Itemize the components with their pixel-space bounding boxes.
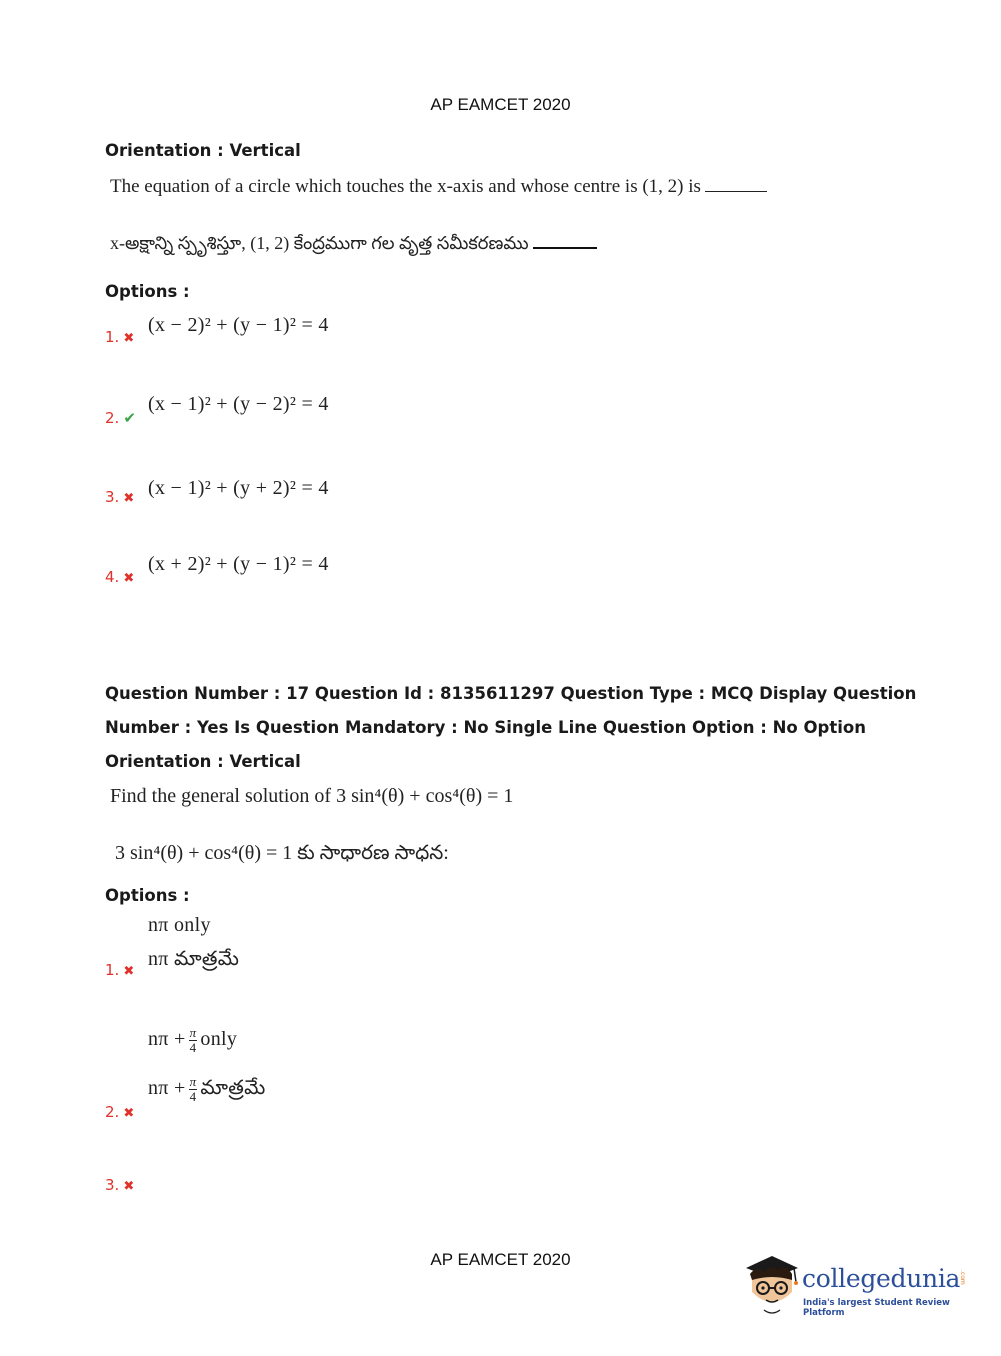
option-number: 3. ✖ xyxy=(105,488,135,506)
answer-blank xyxy=(705,191,767,192)
option-number: 2. ✔ xyxy=(105,409,136,427)
fraction: $\frac{\pi}{4}$ xyxy=(189,1074,197,1104)
checkmark-icon: ✔ xyxy=(123,409,136,427)
collegedunia-logo xyxy=(742,1248,972,1318)
question-text-english xyxy=(110,176,767,198)
question-text-telugu xyxy=(110,233,597,258)
option-number: 2. ✖ xyxy=(105,1103,135,1121)
orientation-label: Orientation : Vertical xyxy=(105,752,301,771)
cross-icon: ✖ xyxy=(123,491,135,506)
option-2-text-english: nπ + $\frac{\pi}{4}$ only xyxy=(148,1025,238,1055)
option-2-text-telugu: nπ + $\frac{\pi}{4}$ మాత్రమే xyxy=(148,1074,266,1104)
option-1-text-english: nπ only xyxy=(148,914,211,936)
fraction: $\frac{\pi}{4}$ xyxy=(189,1025,197,1055)
logo-domain: .com xyxy=(959,1270,966,1285)
option-number: 4. ✖ xyxy=(105,568,135,586)
answer-blank xyxy=(533,247,597,249)
option-4-text: (x + 2)² + (y − 1)² = 4 xyxy=(148,553,329,575)
question-meta-line-2: Number : Yes Is Question Mandatory : No Single Line Question Option : No Option xyxy=(105,718,866,737)
mascot-icon xyxy=(742,1248,804,1318)
question-meta-line-1: Question Number : 17 Question Id : 8135611297 Question Type : MCQ Display Question xyxy=(105,684,917,703)
question-text: The equation of a circle which touches the x-axis and whose centre is (1, 2) is xyxy=(110,176,701,197)
options-label: Options : xyxy=(105,282,190,301)
logo-wordmark: collegedunia xyxy=(802,1264,961,1293)
orientation-label: Orientation : Vertical xyxy=(105,141,301,160)
question-text: x-అక్షాన్ని స్పృశిస్తూ, (1, 2) కేంద్రముగా గల వృత్త సమీకరణము xyxy=(110,233,529,253)
options-label: Options : xyxy=(105,886,190,905)
option-number: 1. ✖ xyxy=(105,328,135,346)
page-header: AP EAMCET 2020 xyxy=(430,95,571,114)
logo-tagline: India's largest Student Review Platform xyxy=(803,1298,950,1318)
cross-icon: ✖ xyxy=(123,571,135,586)
option-number: 1. ✖ xyxy=(105,961,135,979)
option-2-text: (x − 1)² + (y − 2)² = 4 xyxy=(148,393,329,415)
cross-icon: ✖ xyxy=(123,1106,135,1121)
cross-icon: ✖ xyxy=(123,331,135,346)
cross-icon: ✖ xyxy=(123,964,135,979)
option-1-text-telugu: nπ మాత్రమే xyxy=(148,948,240,970)
option-number: 3. ✖ xyxy=(105,1176,135,1194)
option-3-text: (x − 1)² + (y + 2)² = 4 xyxy=(148,477,329,499)
cross-icon: ✖ xyxy=(123,1179,135,1194)
option-1-text: (x − 2)² + (y − 1)² = 4 xyxy=(148,314,329,336)
question-text-english: Find the general solution of 3 sin⁴(θ) + cos⁴(θ) = 1 xyxy=(110,785,514,807)
question-text-telugu: 3 sin⁴(θ) + cos⁴(θ) = 1 కు సాధారణ సాధన: xyxy=(115,842,449,864)
page-footer: AP EAMCET 2020 xyxy=(430,1250,571,1269)
